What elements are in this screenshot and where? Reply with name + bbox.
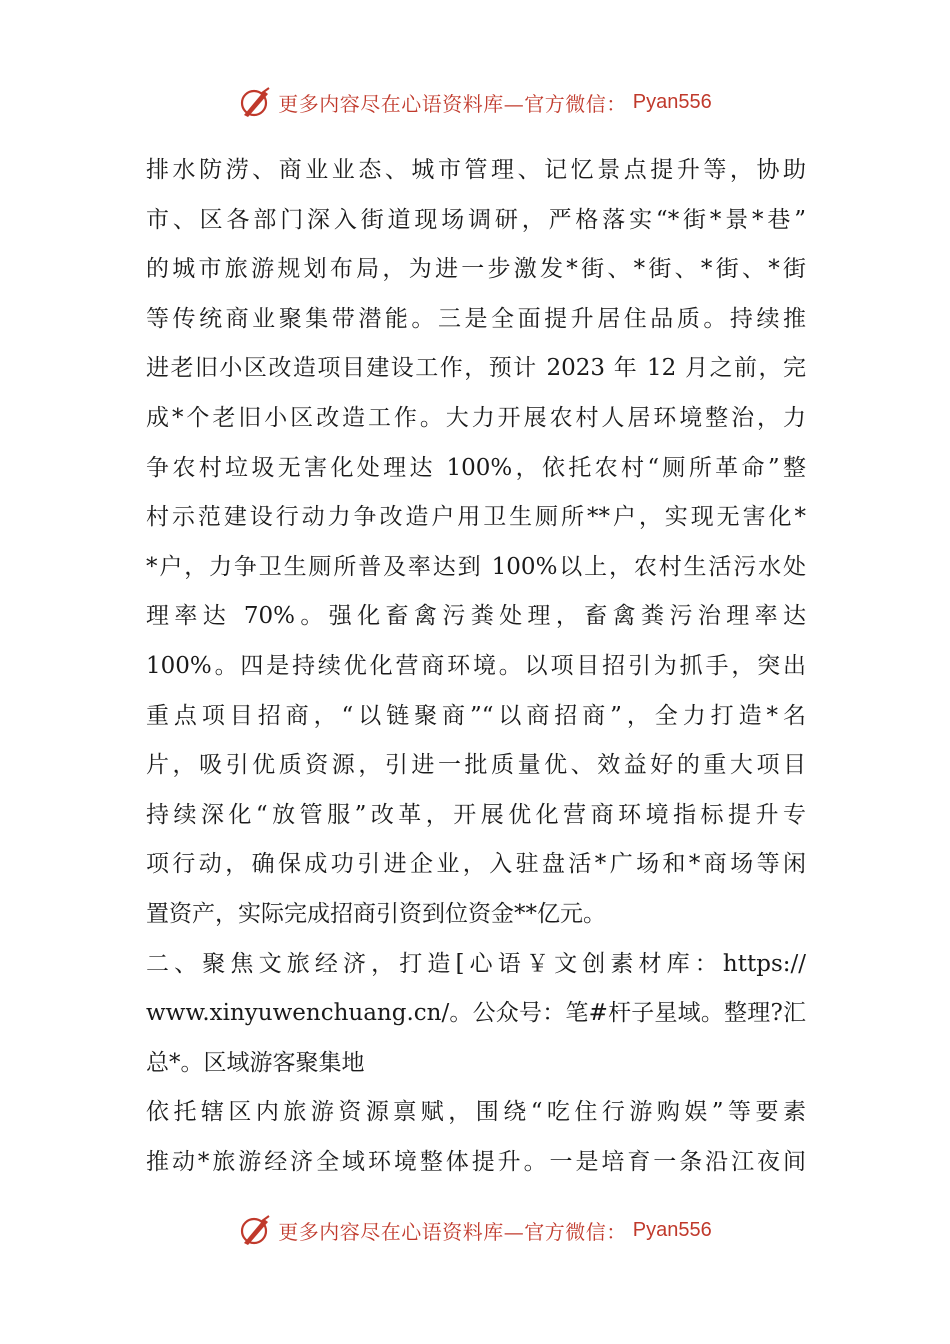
text-line: 的城市旅游规划布局，为进一步激发*街、*街、*街、*街 [146, 256, 806, 283]
text-line: 进老旧小区改造项目建设工作，预计 2023 年 12 月之前，完 [146, 355, 806, 382]
text-line: 成*个老旧小区改造工作。大力开展农村人居环境整治，力 [146, 404, 806, 431]
text-line: 总*。区域游客聚集地 [146, 1049, 365, 1076]
text-line: 市、区各部门深入街道现场调研，严格落实“*街*景*巷” [146, 206, 806, 233]
text-line: 100%。四是持续优化营商环境。以项目招引为抓手，突出 [146, 652, 806, 679]
footer-watermark [0, 1210, 950, 1250]
text-line: 片，吸引优质资源，引进一批质量优、效益好的重大项目 [146, 752, 806, 779]
text-line: 推动*旅游经济全域环境整体提升。一是培育一条沿江夜间 [146, 1148, 806, 1175]
text-line: 排水防涝、商业业态、城市管理、记忆景点提升等，协助 [146, 157, 806, 183]
pen-circle-logo-icon [238, 1213, 272, 1247]
text-line: *户，力争卫生厕所普及率达到 100%以上，农村生活污水处 [146, 553, 806, 580]
text-line: 争农村垃圾无害化处理达 100%，依托农村“厕所革命”整 [146, 454, 806, 481]
text-line: 依托辖区内旅游资源禀赋，围绕“吃住行游购娱”等要素 [146, 1099, 806, 1126]
header-watermark [0, 82, 950, 122]
document-body [146, 146, 806, 1187]
text-line: 村示范建设行动力争改造户用卫生厕所**户，实现无害化* [146, 504, 806, 531]
text-line: 置资产，实际完成招商引资到位资金**亿元。 [146, 900, 606, 927]
text-line: 二、聚焦文旅经济，打造[心语￥文创素材库：https:// [146, 950, 806, 977]
text-line: 项行动，确保成功引进企业，入驻盘活*广场和*商场等闲 [146, 851, 806, 878]
watermark-handle: Pyan556 [632, 90, 712, 113]
text-line: 持续深化“放管服”改革，开展优化营商环境指标提升专 [146, 801, 806, 828]
watermark-text: 更多内容尽在心语资料库—官方微信： [278, 1219, 627, 1244]
text-line: 等传统商业聚集带潜能。三是全面提升居住品质。持续推 [146, 305, 806, 332]
watermark-handle: Pyan556 [632, 1218, 712, 1241]
text-line: 理率达 70%。强化畜禽污粪处理，畜禽粪污治理率达 [146, 603, 806, 630]
watermark-text: 更多内容尽在心语资料库—官方微信： [278, 91, 627, 116]
text-line: www.xinyuwenchuang.cn/。公众号：笔#杆子星域。整理?汇 [146, 1000, 806, 1027]
pen-circle-logo-icon [238, 85, 272, 119]
text-line: 重点项目招商，“以链聚商”“以商招商”，全力打造*名 [146, 702, 806, 729]
